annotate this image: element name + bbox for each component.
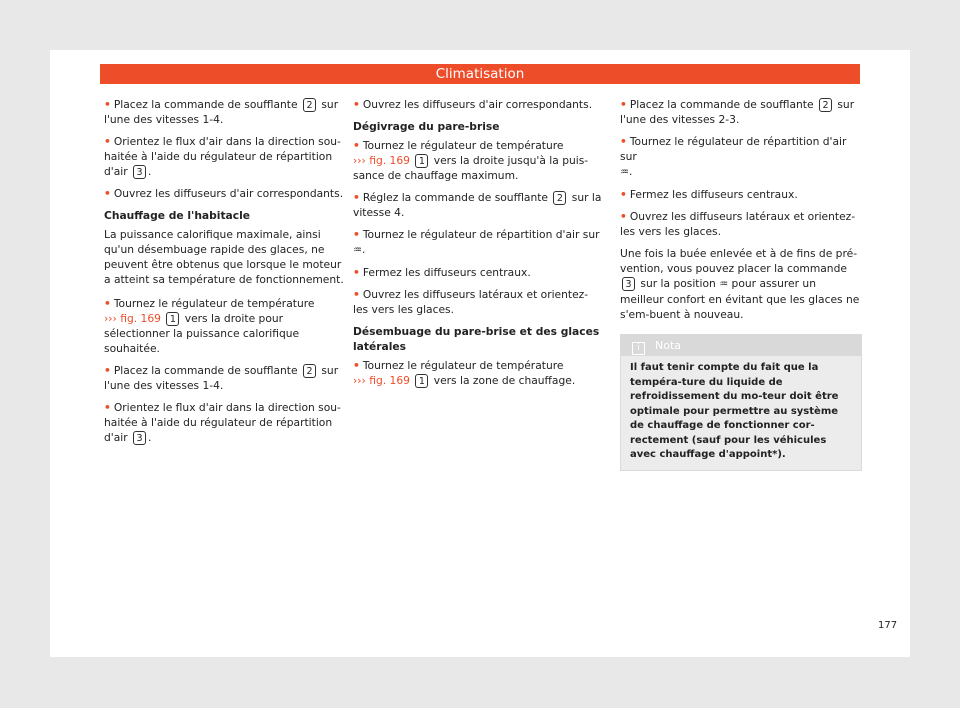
figure-link[interactable]: ››› fig. 169	[104, 312, 161, 325]
bullet-icon: •	[104, 98, 111, 111]
page-number: 177	[878, 620, 898, 631]
bullet-icon: •	[620, 98, 627, 111]
section-heading: Désembuage du pare-brise et des glaces latérales	[353, 325, 600, 353]
list-item: • Fermez les diffuseurs centraux.	[620, 188, 798, 201]
callout-number: 1	[166, 312, 179, 326]
section-heading: Dégivrage du pare-brise	[353, 120, 500, 133]
paragraph: La puissance calorifique maximale, ainsi qu'un désembuage rapide des glaces, ne peuvent être obtenus que lorsque le moteur a atteint sa température de fonctionnement.	[104, 228, 344, 286]
bullet-icon: •	[104, 135, 111, 148]
bullet-icon: •	[353, 139, 360, 152]
callout-number: 2	[819, 98, 832, 112]
list-item: • Fermez les diffuseurs centraux.	[353, 266, 531, 279]
column-3	[620, 97, 860, 471]
list-item: • Orientez le flux d'air dans la direction sou-haitée à l'aide du régulateur de répartition d'air 3 .	[104, 135, 341, 178]
list-item: • Ouvrez les diffuseurs d'air correspondants.	[353, 98, 593, 111]
page-header: Climatisation	[100, 64, 860, 84]
callout-number: 1	[415, 154, 428, 168]
callout-number: 1	[415, 374, 428, 388]
list-item: • Placez la commande de soufflante 2 sur l'une des vitesses 1-4.	[104, 364, 339, 392]
list-item: • Ouvrez les diffuseurs d'air correspondants.	[104, 187, 344, 200]
bullet-icon: •	[104, 401, 111, 414]
list-item: • Tournez le régulateur de répartition d'air sur ♒.	[353, 228, 600, 256]
bullet-icon: •	[353, 266, 360, 279]
figure-link[interactable]: ››› fig. 169	[353, 374, 410, 387]
paragraph: Une fois la buée enlevée et à de fins de pré-vention, vous pouvez placer la commande 3 sur la position ♒ pour assurer un meilleur confort en évitant que les glaces ne s'em-buent à nouveau.	[620, 247, 860, 321]
callout-number: 2	[303, 98, 316, 112]
bullet-icon: •	[620, 210, 627, 223]
info-icon: i	[632, 342, 645, 355]
bullet-icon: •	[620, 135, 627, 148]
callout-number: 2	[553, 191, 566, 205]
defrost-icon: ♒	[620, 167, 629, 178]
note-body: Il faut tenir compte du fait que la tempéra-ture du liquide de refroidissement du mo-teur doit être optimale pour permettre au système de chauffage de fonctionner cor-rectement (sauf pour les véhicules avec chauffage d'appoint*).	[630, 362, 839, 460]
column-2	[353, 97, 603, 395]
list-item: • Tournez le régulateur de répartition d'air sur ♒.	[620, 135, 847, 178]
list-item: • Placez la commande de soufflante 2 sur l'une des vitesses 2-3.	[620, 98, 855, 126]
bullet-icon: •	[104, 187, 111, 200]
list-item: • Tournez le régulateur de température ››› fig. 169 1 vers la droite pour sélectionner la puissance calorifique souhaitée.	[104, 297, 315, 355]
callout-number: 3	[133, 165, 146, 179]
note-box	[620, 334, 862, 471]
list-item: • Tournez le régulateur de température ››› fig. 169 1 vers la zone de chauffage.	[353, 359, 576, 387]
list-item: • Placez la commande de soufflante 2 sur l'une des vitesses 1-4.	[104, 98, 339, 126]
list-item: • Orientez le flux d'air dans la direction sou-haitée à l'aide du régulateur de répartition d'air 3 .	[104, 401, 341, 444]
list-item: • Ouvrez les diffuseurs latéraux et orientez-les vers les glaces.	[353, 288, 589, 316]
callout-number: 2	[303, 364, 316, 378]
note-header: i Nota	[621, 335, 861, 356]
figure-link[interactable]: ››› fig. 169	[353, 154, 410, 167]
bullet-icon: •	[104, 364, 111, 377]
section-heading: Chauffage de l'habitacle	[104, 209, 251, 222]
list-item: • Réglez la commande de soufflante 2 sur la vitesse 4.	[353, 191, 602, 219]
defrost-icon: ♒	[353, 245, 362, 256]
manual-page	[50, 50, 910, 657]
list-item: • Ouvrez les diffuseurs latéraux et orientez-les vers les glaces.	[620, 210, 856, 238]
bullet-icon: •	[353, 359, 360, 372]
bullet-icon: •	[620, 188, 627, 201]
column-1	[104, 97, 351, 452]
bullet-icon: •	[353, 98, 360, 111]
bullet-icon: •	[104, 297, 111, 310]
bullet-icon: •	[353, 228, 360, 241]
bullet-icon: •	[353, 191, 360, 204]
list-item: • Tournez le régulateur de température ››› fig. 169 1 vers la droite jusqu'à la puis-sance de chauffage maximum.	[353, 139, 589, 182]
bullet-icon: •	[353, 288, 360, 301]
callout-number: 3	[622, 277, 635, 291]
callout-number: 3	[133, 431, 146, 445]
defrost-icon: ♒	[719, 279, 729, 290]
